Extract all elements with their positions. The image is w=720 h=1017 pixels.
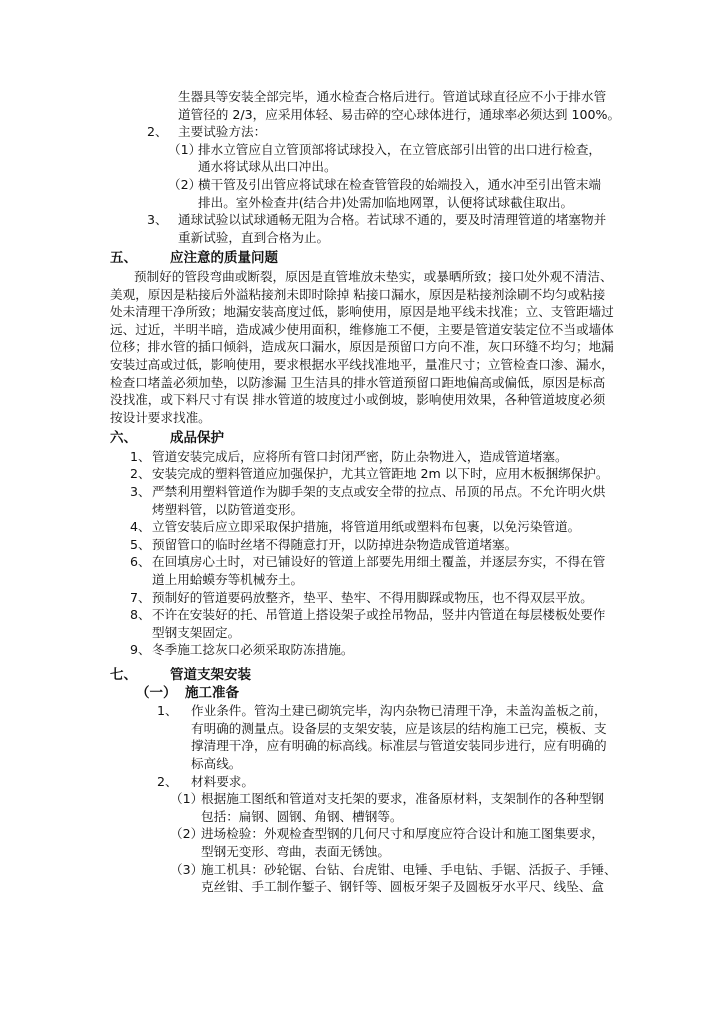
list-item: 预留管口的临时丝堵不得随意打开，以防掉进杂物造成管道堵塞。 bbox=[152, 536, 518, 552]
text-line: 撑清理干净，应有明确的标高线。标准层与管道安装同步进行，应有明确的 bbox=[191, 738, 607, 754]
list-marker: 2、 bbox=[157, 773, 178, 789]
list-item: 不许在安装好的托、吊管道上搭设架子或拴吊物品，竖井内管道在每层楼板处要作 bbox=[152, 607, 606, 623]
list-marker: 4、 bbox=[130, 519, 151, 535]
list-marker: （3） bbox=[170, 861, 204, 877]
document-page bbox=[0, 88, 720, 896]
list-item-title: 主要试验方法： bbox=[178, 124, 267, 140]
list-marker: 7、 bbox=[130, 589, 151, 605]
list-marker: 1、 bbox=[157, 703, 178, 719]
paragraph-line: 位移；排水管的插口倾斜，造成灰口漏水，原因是预留口方向不准，灰口环缝不均匀；地漏 bbox=[110, 339, 614, 355]
list-item: 型钢支架固定。 bbox=[152, 624, 241, 640]
text-line: 生器具等安装全部完毕，通水检查合格后进行。管道试球直径应不小于排水管 bbox=[178, 89, 607, 104]
list-marker: 3、 bbox=[147, 212, 168, 228]
subsection-title: 施工准备 bbox=[185, 684, 239, 701]
text-line: 重新试验，直到合格为止。 bbox=[178, 229, 330, 245]
section-title: 成品保护 bbox=[170, 430, 224, 447]
list-item: 在回填房心土时，对已铺设好的管道上部要先用细土覆盖，并逐层夯实，不得在管 bbox=[152, 554, 606, 570]
text-line: 通水将试球从出口冲出。 bbox=[198, 159, 337, 175]
paragraph-line: 远、过近，半明半暗，造成减少使用面积，维修施工不便，主要是管道安装定位不当或墙体 bbox=[110, 321, 614, 337]
text-line: 施工机具：砂轮锯、台钻、台虎钳、电锤、手电钻、手锯、活扳子、手锤、 bbox=[201, 861, 617, 877]
section-number: 六、 bbox=[110, 430, 137, 447]
text-line: 排水立管应自立管顶部将试球投入，在立管底部引出管的出口进行检查， bbox=[198, 141, 601, 157]
section-heading bbox=[0, 430, 720, 448]
section-title: 应注意的质量问题 bbox=[170, 250, 278, 267]
list-marker: 8、 bbox=[130, 607, 151, 623]
paragraph-line: 美观，原因是粘接后外溢粘接剂未即时除掉 粘接口漏水，原因是粘接剂涂刷不均匀或粘接 bbox=[110, 286, 606, 302]
section-title: 管道支架安装 bbox=[170, 667, 251, 683]
list-marker: 9、 bbox=[130, 642, 151, 658]
list-marker: 5、 bbox=[130, 536, 151, 552]
list-marker: 6、 bbox=[130, 554, 151, 570]
text-line: 作业条件。管沟土建已砌筑完毕，沟内杂物已清理干净，未盖沟盖板之前， bbox=[191, 703, 607, 719]
list-marker: 2、 bbox=[130, 466, 151, 482]
paragraph-line: 预制好的管段弯曲或断裂，原因是直管堆放未垫实，或暴晒所致；接口处外观不清洁、 bbox=[134, 268, 613, 284]
paragraph-line: 没找准，或下料尺寸有误 排水管道的坡度过小或倒坡，影响使用效果，各种管道坡度必须 bbox=[110, 392, 606, 408]
list-marker: （2） bbox=[170, 826, 204, 842]
text-line: 根据施工图纸和管道对支托架的要求，准备原材料，支架制作的各种型钢 bbox=[201, 791, 604, 807]
text-line: 进场检验：外观检查型钢的几何尺寸和厚度应符合设计和施工图集要求， bbox=[201, 826, 604, 842]
paragraph-line: 检查口堵盖必须加垫，以防渗漏 卫生洁具的排水管道预留口距地偏高或偏低，原因是标高 bbox=[110, 374, 606, 390]
text-line: 通球试验以试球通畅无阻为合格。若试球不通的，要及时清理管道的堵塞物并 bbox=[178, 212, 607, 228]
list-marker: 1、 bbox=[130, 448, 151, 464]
text-line: 克丝钳、手工制作錾子、钢钎等、圆板牙架子及圆板牙水平尺、线坠、盒 bbox=[201, 879, 604, 895]
paragraph-line: 按设计要求找准。 bbox=[110, 409, 211, 425]
list-item: 烤塑料管，以防管道变形。 bbox=[152, 501, 304, 517]
list-marker: 2、 bbox=[147, 124, 168, 140]
text-line: 道管径的 2/3，应采用体轻、易击碎的空心球体进行，通球率必须达到 100%。 bbox=[178, 106, 621, 122]
list-item-title: 材料要求。 bbox=[191, 773, 254, 789]
section-number: 五、 bbox=[110, 250, 137, 267]
list-item: 预制好的管道要码放整齐，垫平、垫牢、不得用脚踩或物压，也不得双层平放。 bbox=[152, 589, 593, 605]
list-marker: （1） bbox=[168, 141, 202, 157]
list-item: 管道安装完成后，应将所有管口封闭严密，防止杂物进入，造成管道堵塞。 bbox=[152, 448, 568, 464]
text-line: 包括：扁钢、圆钢、角钢、槽钢等。 bbox=[201, 808, 403, 824]
section-heading bbox=[0, 667, 720, 685]
list-item: 安装完成的塑料管道应加强保护，尤其立管距地 2m 以下时，应用木板捆绑保护。 bbox=[152, 466, 609, 482]
list-item: 道上用蛤蟆夯等机械夯土。 bbox=[152, 572, 304, 588]
subsection-heading bbox=[0, 685, 720, 703]
list-item: 冬季施工捻灰口必须采取防冻措施。 bbox=[152, 642, 354, 658]
section-heading bbox=[0, 250, 720, 268]
list-item: 严禁利用塑料管道作为脚手架的支点或安全带的拉点、吊顶的吊点。不允许明火烘 bbox=[152, 484, 606, 500]
text-line: 标高线。 bbox=[191, 755, 242, 771]
paragraph-line: 安装过高或过低，影响使用，要求根据水平线找准地平，量准尺寸；立管检查口渗、漏水， bbox=[110, 356, 614, 372]
subsection-number: （一） bbox=[136, 684, 177, 701]
text-line: 型钢无变形、弯曲，表面无锈蚀。 bbox=[201, 843, 390, 859]
text-line: 有明确的测量点。设备层的支架安装，应是该层的结构施工已完，模板、支 bbox=[191, 720, 607, 736]
text-line: 排出。室外检查井(结合井)处需加临地网罩，认便将试球截住取出。 bbox=[198, 194, 574, 210]
list-marker: （1） bbox=[170, 791, 204, 807]
list-marker: 3、 bbox=[130, 484, 151, 500]
section-number: 七、 bbox=[110, 667, 137, 683]
list-item: 立管安装后应立即采取保护措施，将管道用纸或塑料布包裹，以免污染管道。 bbox=[152, 519, 581, 535]
paragraph-line: 处未清理干净所致；地漏安装高度过低，影响使用，原因是地平线未找准；立、支管距墙过 bbox=[110, 304, 614, 320]
text-line: 横干管及引出管应将试球在检查管管段的始端投入，通水冲至引出管末端 bbox=[198, 176, 601, 192]
list-marker: （2） bbox=[168, 176, 202, 192]
